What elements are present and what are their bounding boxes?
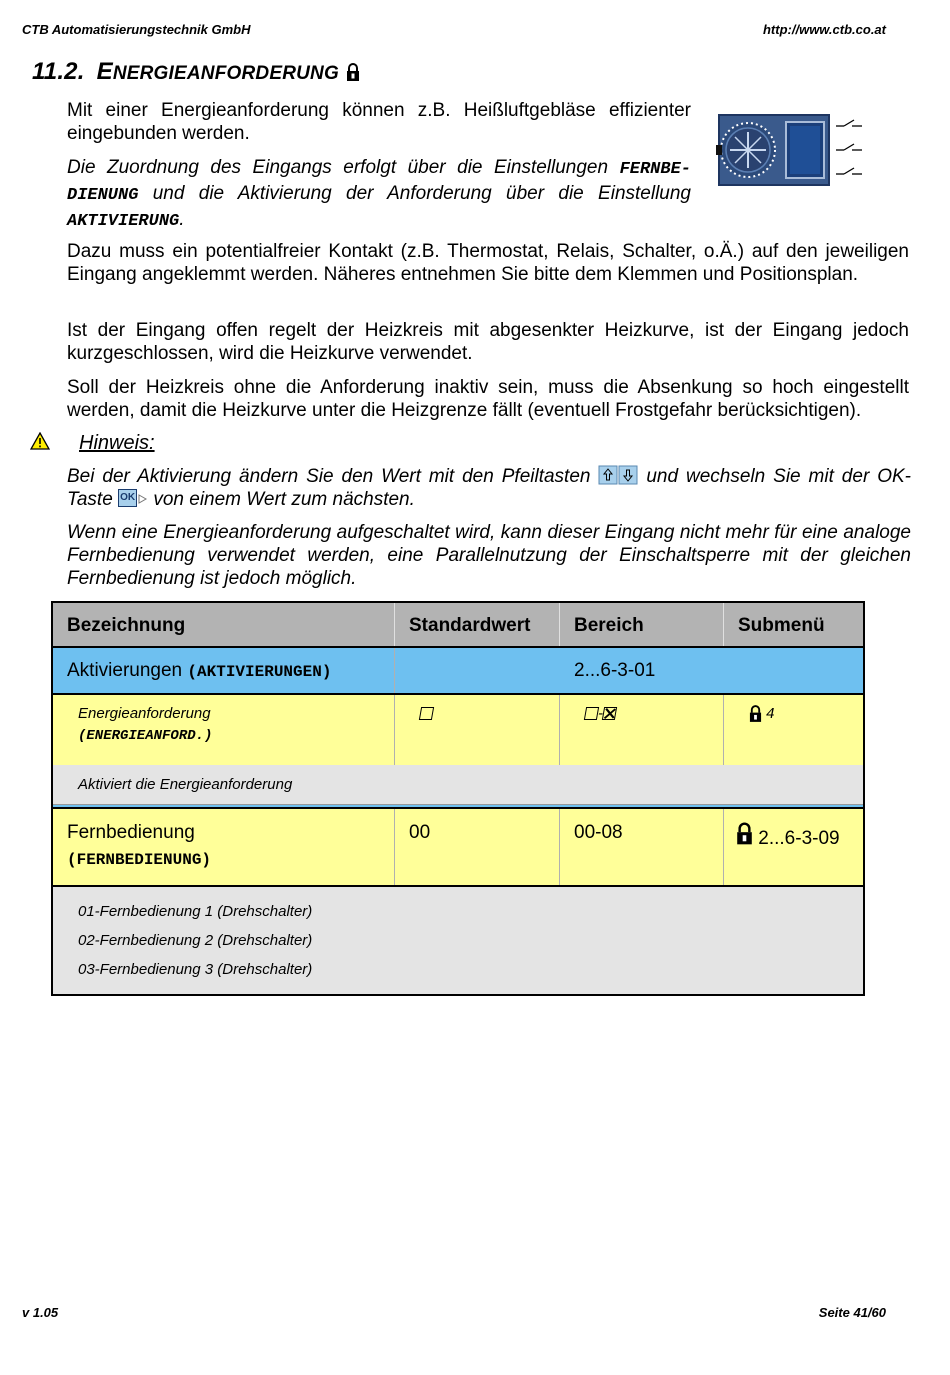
company-name: CTB Automatisierungstechnik GmbH xyxy=(22,22,251,37)
company-url: http://www.ctb.co.at xyxy=(762,22,886,37)
group-row-aktivierungen xyxy=(53,648,863,695)
hint-paragraph-2: Wenn eine Energieanforderung aufgeschaltet wird, kann dieser Eingang nicht mehr für eine analoge Fernbedienung verwendet werden, eine Parallelnutzung der Einschaltsperre mit der gleichen Fernbedienung ist jedoch möglich. xyxy=(67,522,911,589)
ok-key-icon xyxy=(118,488,148,508)
table-row xyxy=(53,809,863,887)
col-header-submenu: Submenü xyxy=(738,615,825,636)
hint-paragraph-1 xyxy=(67,465,911,511)
lock-icon xyxy=(346,63,360,82)
param-fernbedienung xyxy=(53,809,395,885)
air-heater-icon xyxy=(716,112,864,188)
list-item: 02-Fernbedienung 2 (Drehschalter) xyxy=(78,932,313,949)
submenu-cell xyxy=(724,695,863,765)
intro-p2-text-c: . xyxy=(179,209,185,230)
intro-paragraph-4: Ist der Eingang offen regelt der Heizkreis mit abgesenkter Heizkurve, ist der Eingang jedoch kurzgeschlossen, wird die Heizkurve verwendet. xyxy=(67,320,909,364)
title-first-letter: E xyxy=(96,58,113,85)
default-value: 00 xyxy=(395,809,560,885)
title-rest: NERGIEANFORDERUNG xyxy=(112,63,339,84)
submenu-cell xyxy=(724,809,863,885)
range-value: 00-08 xyxy=(560,809,724,885)
checkbox-empty-icon xyxy=(584,707,599,720)
range-checkbox-cell xyxy=(560,695,724,765)
group-code: (AKTIVIERUNGEN) xyxy=(187,663,332,681)
hint-p1-text-b: und wechseln Sie mit der OK-Taste xyxy=(67,466,911,510)
code-fernbedienung: FERNBE-DIENUNG xyxy=(67,160,691,205)
intro-paragraph-1: Mit einer Energieanforderung können z.B. Heißluftgebläse effizienter eingebunden werden. xyxy=(67,100,691,144)
default-checkbox-cell xyxy=(395,695,560,765)
param-code: (ENERGIEANFORD.) xyxy=(78,728,213,744)
section-number: 11.2. xyxy=(32,58,85,85)
param-description: Aktiviert die Energieanforderung xyxy=(78,776,293,793)
group-name-text: Aktivierungen xyxy=(67,660,188,681)
parameter-table xyxy=(51,601,865,996)
col-header-standardwert: Standardwert xyxy=(395,603,560,646)
lock-icon xyxy=(749,705,762,723)
page-number: Seite 41/60 xyxy=(818,1305,886,1320)
list-item: 03-Fernbedienung 3 (Drehschalter) xyxy=(78,961,313,978)
table-header-row xyxy=(53,603,863,648)
submenu-level: 2...6-3-09 xyxy=(758,828,840,849)
version-label: v 1.05 xyxy=(22,1305,59,1320)
table-row-description xyxy=(53,765,863,805)
range-separator: - xyxy=(598,705,603,722)
col-header-bezeichnung: Bezeichnung xyxy=(53,603,395,646)
lock-icon xyxy=(736,822,753,846)
group-submenu-empty xyxy=(724,648,863,693)
param-name: Fernbedienung xyxy=(67,822,195,843)
intro-p2-text-b: und die Aktivierung der Anforderung über die Einstellung xyxy=(138,183,691,204)
intro-paragraph-2 xyxy=(67,156,691,234)
options-list xyxy=(53,887,863,994)
hint-p1-text-c: von einem Wert zum nächsten. xyxy=(153,489,415,510)
intro-p2-text-a: Die Zuordnung des Eingangs erfolgt über die Einstellungen xyxy=(67,157,620,178)
code-aktivierung: AKTIVIERUNG xyxy=(67,212,180,231)
group-empty-cell xyxy=(395,648,560,693)
param-code: (FERNBEDIENUNG) xyxy=(67,851,212,869)
arrow-keys-icon xyxy=(598,465,638,485)
ok-key-label: OK xyxy=(118,489,137,507)
intro-paragraph-3: Dazu muss ein potentialfreier Kontakt (z.B. Thermostat, Relais, Schalter, o.Ä.) auf den jeweiligen Eingang angeklemmt werden. Näheres entnehmen Sie bitte dem Klemmen und Positionsplan. xyxy=(67,241,909,285)
section-title xyxy=(32,58,360,86)
warning-icon xyxy=(30,432,50,450)
group-range: 2...6-3-01 xyxy=(574,660,656,681)
list-item: 01-Fernbedienung 1 (Drehschalter) xyxy=(78,903,313,920)
checkbox-checked-icon xyxy=(602,707,617,720)
submenu-level: 4 xyxy=(766,705,775,722)
col-header-bereich: Bereich xyxy=(560,603,724,646)
key-arrow-icon xyxy=(138,494,148,504)
hint-label: Hinweis: xyxy=(79,432,155,454)
hint-p1-text-a: Bei der Aktivierung ändern Sie den Wert mit den Pfeiltasten xyxy=(67,466,591,487)
group-name xyxy=(53,648,395,693)
intro-paragraph-5: Soll der Heizkreis ohne die Anforderung inaktiv sein, muss die Absenkung so hoch eingestellt werden, damit die Heizkurve unter die Heizgrenze fällt (eventuell Frostgefahr berücksichtigen). xyxy=(67,377,909,421)
param-name: Energieanforderung xyxy=(78,705,211,722)
checkbox-empty-icon xyxy=(419,707,434,720)
table-row xyxy=(53,695,863,765)
param-energieanforderung xyxy=(53,695,395,765)
